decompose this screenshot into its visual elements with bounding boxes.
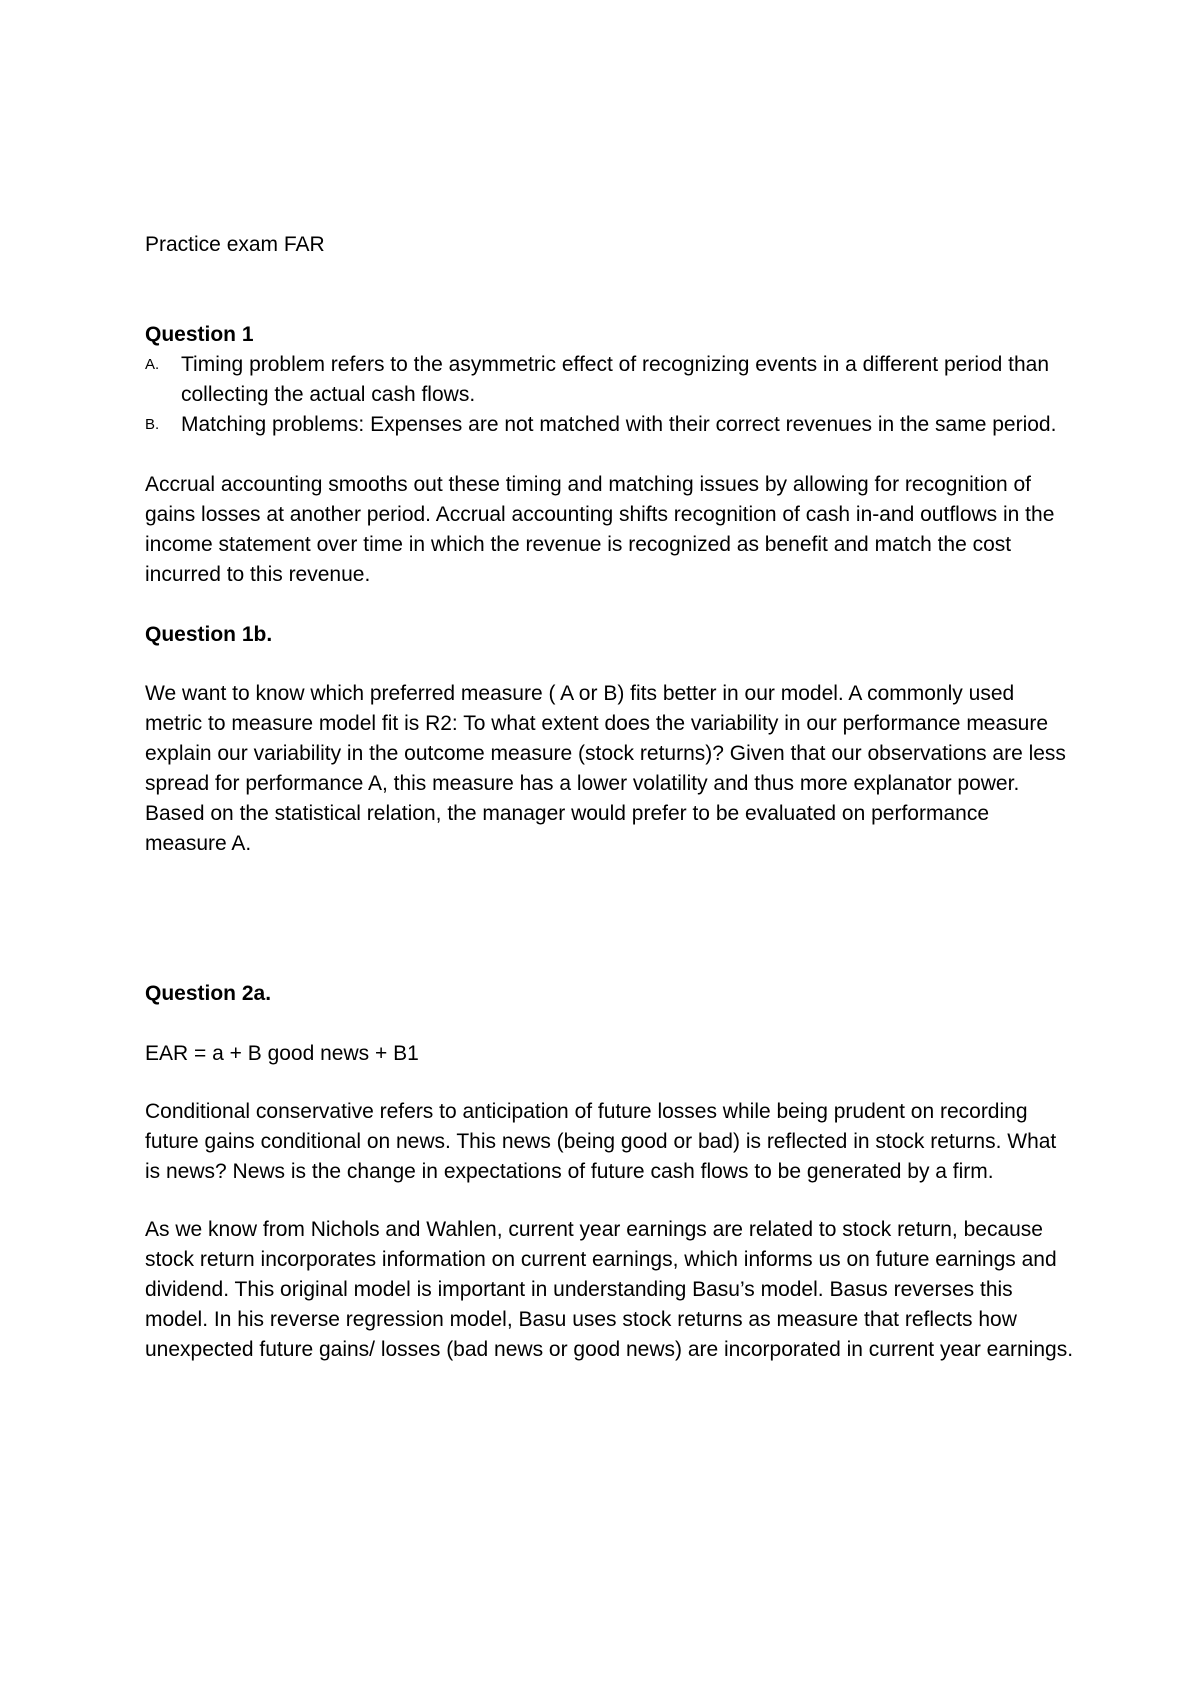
spacer — [145, 859, 1075, 979]
list-item — [145, 350, 1075, 410]
spacer — [145, 650, 1075, 679]
list-item-text: Timing problem refers to the asymmetric effect of recognizing events in a different period than collecting the actual cash flows. — [181, 353, 1050, 406]
document-title: Practice exam FAR — [145, 233, 325, 256]
spacer — [145, 260, 1075, 320]
question-2a-heading: Question 2a. — [145, 982, 272, 1005]
question-2a-paragraph-2: As we know from Nichols and Wahlen, current year earnings are related to stock return, because stock return incorporates information on current earnings, which informs us on future earnings and dividend. This original model is important in understanding Basu’s model. Basus reverses this model. In his reverse regression model, Basu uses stock returns as measure that reflects how unexpected future gains/ losses (bad news or good news) are incorporated in current year earnings. — [145, 1218, 1074, 1361]
question-2a-paragraph-1: Conditional conservative refers to anticipation of future losses while being prudent on recording future gains conditional on news. This news (being good or bad) is reflected in stock returns. What is news? News is the change in expectations of future cash flows to be generated by a firm. — [145, 1100, 1057, 1183]
spacer — [145, 440, 1075, 470]
list-item-text: Matching problems: Expenses are not matched with their correct revenues in the same period. — [181, 413, 1057, 436]
spacer — [145, 1187, 1075, 1215]
spacer — [145, 1069, 1075, 1097]
question-1b-paragraph: We want to know which preferred measure ( A or B) fits better in our model. A commonly used metric to measure model fit is R2: To what extent does the variability in our performance measure explain our variability in the outcome measure (stock returns)? Given that our observations are less spread for performance A, this measure has a lower volatility and thus more explanator power. Based on the statistical relation, the manager would prefer to be evaluated on performance measure A. — [145, 682, 1066, 855]
question-1-list — [145, 350, 1075, 440]
question-1-heading: Question 1 — [145, 323, 254, 346]
document-body — [145, 230, 1075, 1365]
list-marker: A. — [145, 356, 160, 373]
list-marker: B. — [145, 416, 160, 433]
question-1b-heading: Question 1b. — [145, 623, 273, 646]
question-2a-formula: EAR = a + B good news + B1 — [145, 1042, 419, 1065]
list-item — [145, 410, 1075, 440]
spacer — [145, 590, 1075, 620]
question-1-paragraph: Accrual accounting smooths out these timing and matching issues by allowing for recognition of gains losses at another period. Accrual accounting shifts recognition of cash in-and outflows in the income statement over time in which the revenue is recognized as benefit and match the cost incurred to this revenue. — [145, 473, 1055, 586]
spacer — [145, 1009, 1075, 1039]
